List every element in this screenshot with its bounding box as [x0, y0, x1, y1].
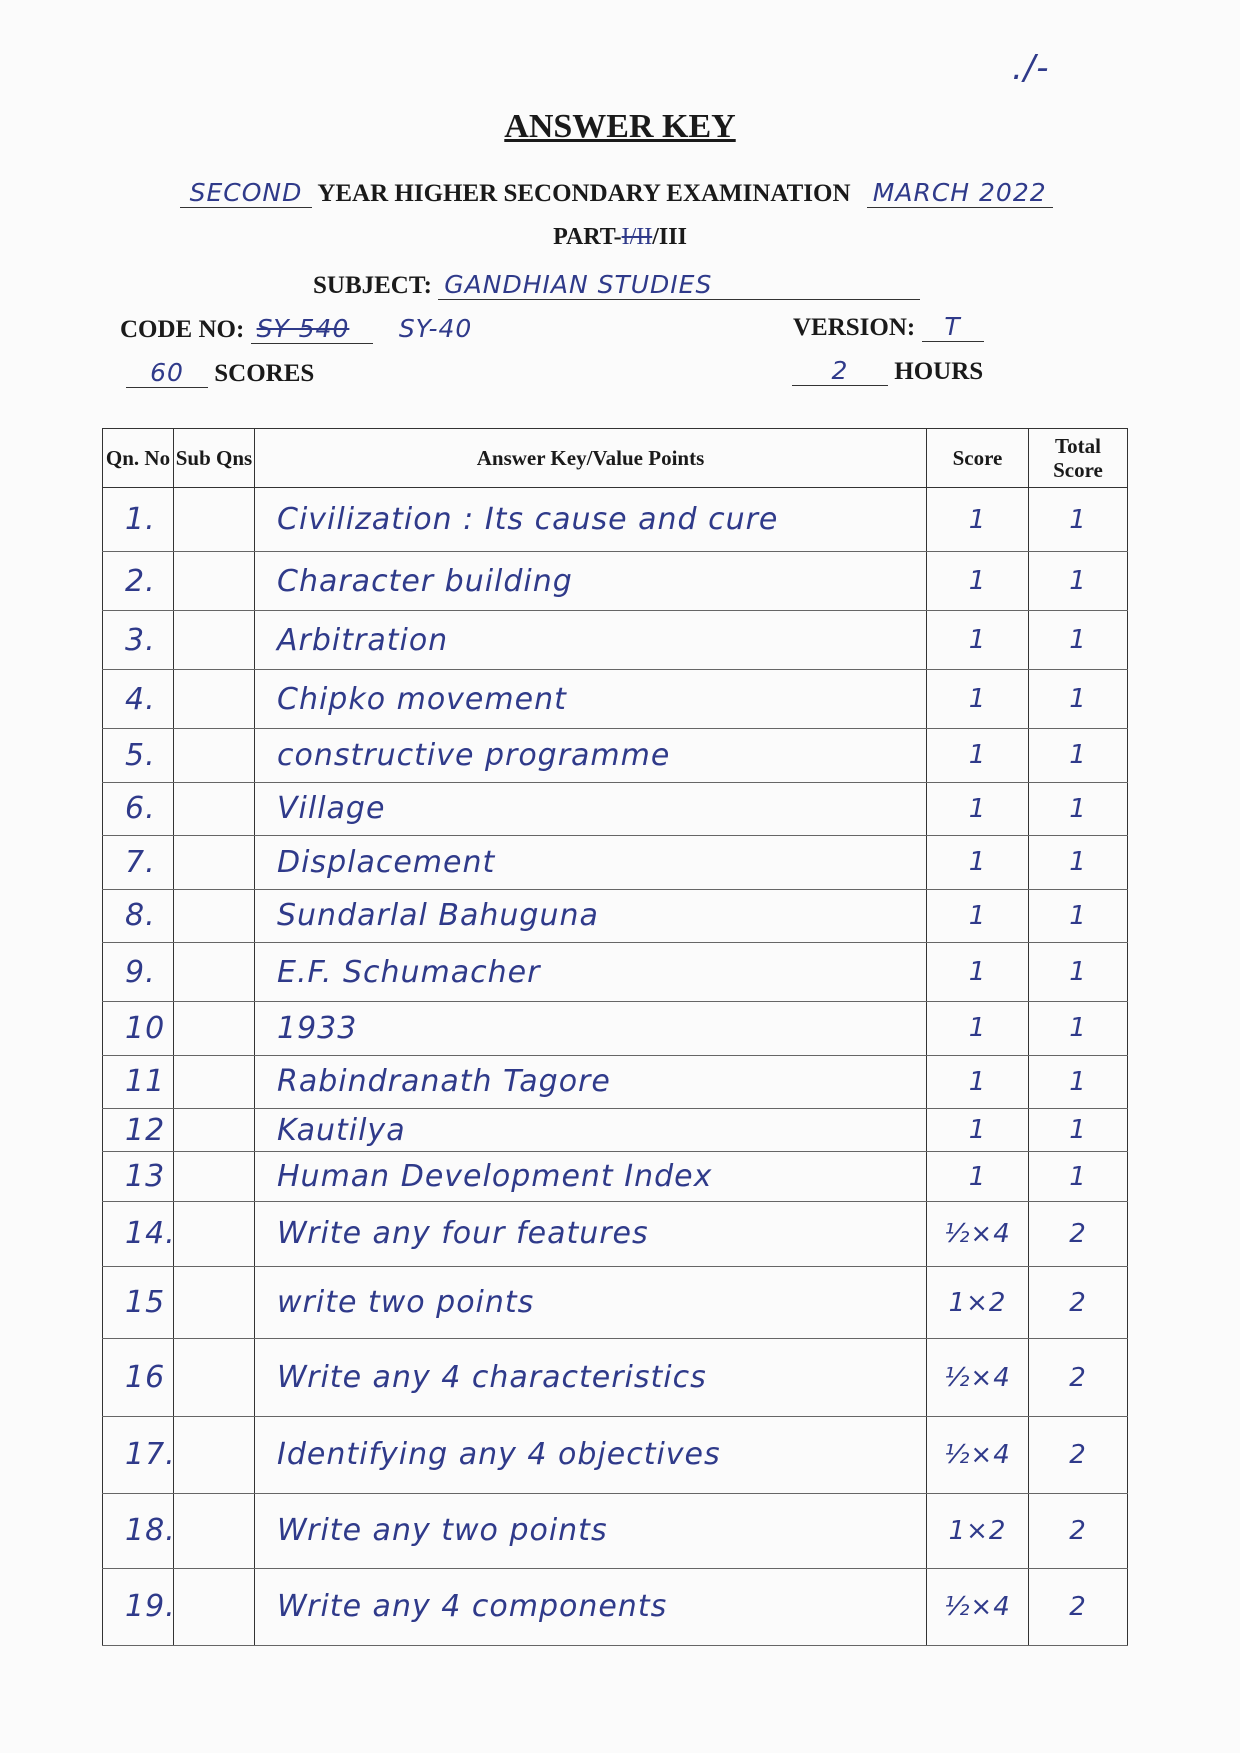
- code-label: CODE NO:: [120, 316, 245, 343]
- sub-question: [174, 1055, 255, 1109]
- score-value: 1: [927, 889, 1029, 943]
- score-value: 1: [927, 943, 1029, 1002]
- score-value: 1: [927, 782, 1029, 836]
- sub-question: [174, 611, 255, 670]
- score-value: ½×4: [927, 1568, 1029, 1645]
- total-score-value: 2: [1029, 1202, 1128, 1266]
- answer-key-table: [102, 428, 1128, 1646]
- answer-text: Civilization : Its cause and cure: [255, 488, 927, 552]
- question-number: 18.: [103, 1493, 174, 1568]
- score-value: 1×2: [927, 1493, 1029, 1568]
- question-number: 12: [103, 1109, 174, 1152]
- hours-label: HOURS: [894, 358, 984, 385]
- scores-line: [126, 358, 314, 388]
- question-number: 2.: [103, 552, 174, 611]
- total-score-value: 1: [1029, 1152, 1128, 1202]
- sub-question: [174, 1109, 255, 1152]
- total-score-value: 2: [1029, 1339, 1128, 1416]
- table-row: [103, 782, 1128, 836]
- header-sub: Sub Qns: [174, 429, 255, 488]
- total-score-value: 2: [1029, 1493, 1128, 1568]
- total-score-value: 1: [1029, 552, 1128, 611]
- total-score-value: 1: [1029, 488, 1128, 552]
- answer-text: Arbitration: [255, 611, 927, 670]
- part-line: [0, 224, 1240, 251]
- scores-value: 60: [126, 358, 208, 388]
- sub-question: [174, 1493, 255, 1568]
- part-suffix: /III: [652, 224, 687, 250]
- exam-label: YEAR HIGHER SECONDARY EXAMINATION: [317, 180, 851, 207]
- question-number: 1.: [103, 488, 174, 552]
- scores-label: SCORES: [214, 360, 315, 387]
- total-score-value: 1: [1029, 728, 1128, 782]
- answer-text: Sundarlal Bahuguna: [255, 889, 927, 943]
- table-row: [103, 611, 1128, 670]
- subject-value: GANDHIAN STUDIES: [438, 270, 920, 300]
- table-row: [103, 1002, 1128, 1056]
- subject-line: [313, 270, 920, 300]
- question-number: 8.: [103, 889, 174, 943]
- question-number: 11: [103, 1055, 174, 1109]
- sub-question: [174, 889, 255, 943]
- answer-text: Village: [255, 782, 927, 836]
- question-number: 7.: [103, 836, 174, 890]
- sub-question: [174, 488, 255, 552]
- sub-question: [174, 1152, 255, 1202]
- answer-text: Displacement: [255, 836, 927, 890]
- page-title: ANSWER KEY: [504, 108, 736, 145]
- table-row: [103, 1202, 1128, 1266]
- sub-question: [174, 782, 255, 836]
- score-value: 1×2: [927, 1266, 1029, 1339]
- header-score: Score: [927, 429, 1029, 488]
- question-number: 9.: [103, 943, 174, 1002]
- exam-line: [180, 178, 1053, 208]
- month-value: MARCH 2022: [867, 178, 1053, 208]
- table-row: [103, 1339, 1128, 1416]
- table-row: [103, 670, 1128, 729]
- hours-line: [792, 356, 983, 386]
- hours-value: 2: [792, 356, 888, 386]
- total-score-value: 1: [1029, 1055, 1128, 1109]
- total-score-value: 1: [1029, 943, 1128, 1002]
- score-value: ½×4: [927, 1416, 1029, 1493]
- table-row: [103, 1266, 1128, 1339]
- question-number: 4.: [103, 670, 174, 729]
- table-row: [103, 1416, 1128, 1493]
- table-row: [103, 1493, 1128, 1568]
- sub-question: [174, 670, 255, 729]
- score-value: ½×4: [927, 1339, 1029, 1416]
- total-score-value: 1: [1029, 836, 1128, 890]
- sub-question: [174, 836, 255, 890]
- sub-question: [174, 1339, 255, 1416]
- sub-question: [174, 1002, 255, 1056]
- score-value: 1: [927, 1109, 1029, 1152]
- code-value: SY-40: [398, 314, 473, 343]
- answer-text: Write any 4 characteristics: [255, 1339, 927, 1416]
- total-score-value: 1: [1029, 782, 1128, 836]
- version-line: [793, 312, 984, 342]
- table-row: [103, 728, 1128, 782]
- table-header-row: [103, 429, 1128, 488]
- total-score-value: 1: [1029, 670, 1128, 729]
- page-number: ./-: [1012, 48, 1050, 88]
- subject-label: SUBJECT:: [313, 272, 433, 299]
- answer-text: Chipko movement: [255, 670, 927, 729]
- total-score-value: 2: [1029, 1568, 1128, 1645]
- sub-question: [174, 1416, 255, 1493]
- part-struck: I/II: [621, 224, 653, 250]
- answer-text: constructive programme: [255, 728, 927, 782]
- score-value: 1: [927, 1152, 1029, 1202]
- answer-text: Write any four features: [255, 1202, 927, 1266]
- answer-text: Character building: [255, 552, 927, 611]
- total-score-value: 1: [1029, 1109, 1128, 1152]
- answer-text: Kautilya: [255, 1109, 927, 1152]
- sub-question: [174, 1266, 255, 1339]
- question-number: 19.: [103, 1568, 174, 1645]
- table-row: [103, 1568, 1128, 1645]
- question-number: 3.: [103, 611, 174, 670]
- score-value: ½×4: [927, 1202, 1029, 1266]
- year-value: SECOND: [180, 178, 312, 208]
- table-row: [103, 1055, 1128, 1109]
- version-label: VERSION:: [793, 314, 916, 341]
- sub-question: [174, 552, 255, 611]
- score-value: 1: [927, 670, 1029, 729]
- part-prefix: PART-: [553, 224, 622, 250]
- table-row: [103, 488, 1128, 552]
- code-line: [120, 314, 472, 344]
- score-value: 1: [927, 1055, 1029, 1109]
- question-number: 16: [103, 1339, 174, 1416]
- sub-question: [174, 728, 255, 782]
- sub-question: [174, 943, 255, 1002]
- header-answer: Answer Key/Value Points: [255, 429, 927, 488]
- score-value: 1: [927, 488, 1029, 552]
- score-value: 1: [927, 552, 1029, 611]
- question-number: 6.: [103, 782, 174, 836]
- version-value: T: [922, 312, 984, 342]
- score-value: 1: [927, 728, 1029, 782]
- score-value: 1: [927, 836, 1029, 890]
- question-number: 15: [103, 1266, 174, 1339]
- answer-text: Write any 4 components: [255, 1568, 927, 1645]
- answer-text: Rabindranath Tagore: [255, 1055, 927, 1109]
- answer-text: Human Development Index: [255, 1152, 927, 1202]
- answer-text: Identifying any 4 objectives: [255, 1416, 927, 1493]
- table-row: [103, 552, 1128, 611]
- total-score-value: 1: [1029, 611, 1128, 670]
- sub-question: [174, 1202, 255, 1266]
- score-value: 1: [927, 611, 1029, 670]
- sub-question: [174, 1568, 255, 1645]
- total-score-value: 2: [1029, 1416, 1128, 1493]
- table-row: [103, 836, 1128, 890]
- answer-text: E.F. Schumacher: [255, 943, 927, 1002]
- table-row: [103, 889, 1128, 943]
- code-struck: SY 540: [251, 314, 373, 344]
- answer-text: Write any two points: [255, 1493, 927, 1568]
- question-number: 13: [103, 1152, 174, 1202]
- header-qn: Qn. No: [103, 429, 174, 488]
- score-value: 1: [927, 1002, 1029, 1056]
- question-number: 10: [103, 1002, 174, 1056]
- answer-text: write two points: [255, 1266, 927, 1339]
- question-number: 17.: [103, 1416, 174, 1493]
- question-number: 5.: [103, 728, 174, 782]
- total-score-value: 1: [1029, 1002, 1128, 1056]
- question-number: 14.: [103, 1202, 174, 1266]
- table-row: [103, 1152, 1128, 1202]
- header-total: Total Score: [1029, 429, 1128, 488]
- answer-text: 1933: [255, 1002, 927, 1056]
- total-score-value: 2: [1029, 1266, 1128, 1339]
- table-row: [103, 943, 1128, 1002]
- table-row: [103, 1109, 1128, 1152]
- total-score-value: 1: [1029, 889, 1128, 943]
